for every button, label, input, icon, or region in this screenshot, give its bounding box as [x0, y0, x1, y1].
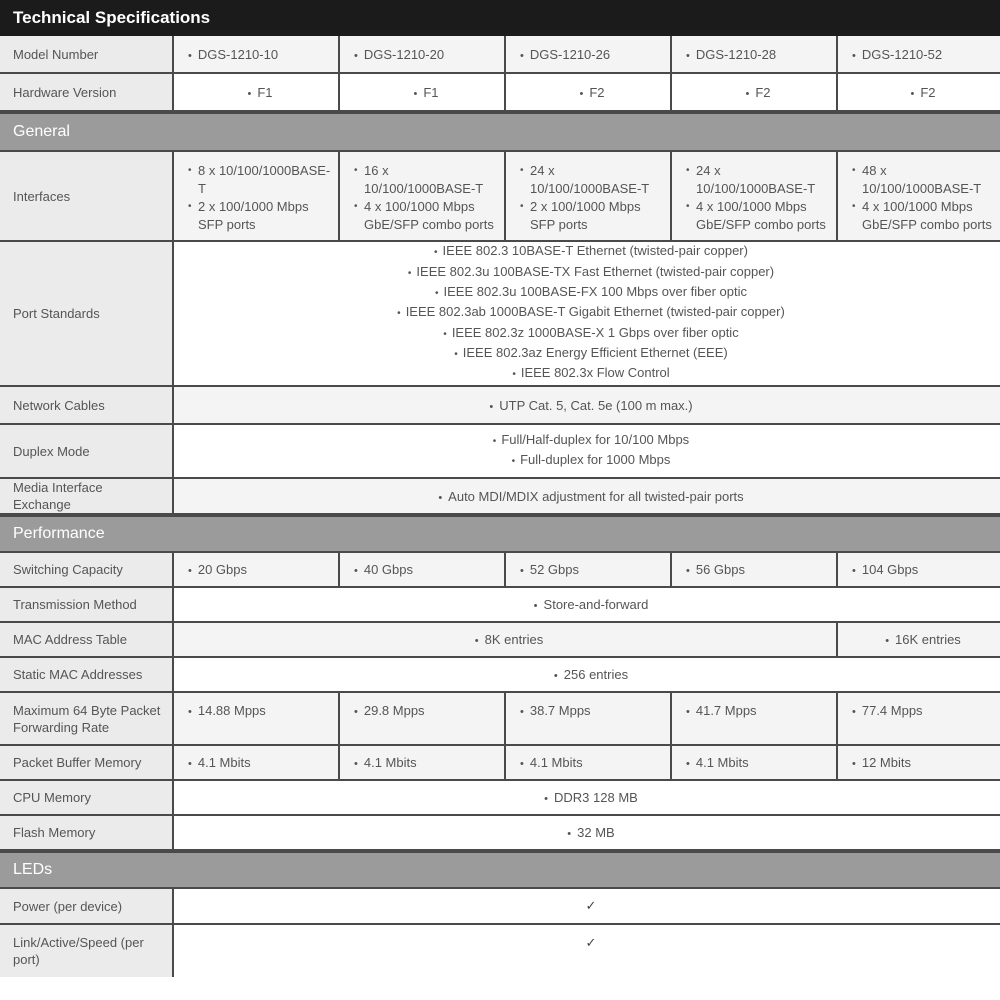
- label-mac-address-table: MAC Address Table: [0, 623, 174, 656]
- label-hardware-version: Hardware Version: [0, 74, 174, 110]
- port-standard-item: • IEEE 802.3 10BASE-T Ethernet (twisted-pair copper): [397, 242, 785, 262]
- section-performance: Performance: [0, 515, 1000, 553]
- port-standard-item: • IEEE 802.3ab 1000BASE-T Gigabit Ethernet (twisted-pair copper): [397, 303, 785, 323]
- interfaces-list: • 48 x 10/100/1000BASE-T • 4 x 100/1000 Mbps GbE/SFP combo ports: [852, 162, 994, 234]
- network-cables-value: • UTP Cat. 5, Cat. 5e (100 m max.): [489, 398, 692, 413]
- packet-buffer-cell: • 12 Mbits: [852, 755, 911, 770]
- duplex-mode-item: • Full/Half-duplex for 10/100 Mbps: [493, 431, 689, 451]
- label-power: Power (per device): [0, 889, 174, 923]
- label-media-interface-exchange: Media Interface Exchange: [0, 479, 174, 513]
- transmission-method-value: • Store-and-forward: [534, 597, 649, 612]
- row-port-standards: [0, 242, 1000, 387]
- mac-address-table-value: • 8K entries: [475, 632, 543, 647]
- forwarding-rate-cell: • 77.4 Mpps: [852, 703, 923, 718]
- section-general: General: [0, 112, 1000, 152]
- switching-capacity-cell: • 52 Gbps: [520, 562, 579, 577]
- label-packet-buffer-memory: Packet Buffer Memory: [0, 746, 174, 779]
- port-standards-list: [397, 242, 785, 384]
- hardware-version-cell: • F2: [579, 85, 604, 100]
- label-transmission-method: Transmission Method: [0, 588, 174, 621]
- packet-buffer-cell: • 4.1 Mbits: [354, 755, 417, 770]
- row-packet-buffer-memory: [0, 746, 1000, 781]
- model-cell: • DGS-1210-52: [852, 47, 942, 62]
- interfaces-list: • 8 x 10/100/1000BASE-T • 2 x 100/1000 Mbps SFP ports: [188, 162, 332, 234]
- model-cell: • DGS-1210-20: [354, 47, 444, 62]
- interfaces-list: • 24 x 10/100/1000BASE-T • 2 x 100/1000 Mbps SFP ports: [520, 162, 664, 234]
- row-flash-memory: [0, 816, 1000, 851]
- row-power: [0, 889, 1000, 925]
- row-mac-address-table: [0, 623, 1000, 658]
- interfaces-list: • 16 x 10/100/1000BASE-T • 4 x 100/1000 Mbps GbE/SFP combo ports: [354, 162, 498, 234]
- model-cell: • DGS-1210-10: [188, 47, 278, 62]
- label-duplex-mode: Duplex Mode: [0, 425, 174, 477]
- row-duplex-mode: [0, 425, 1000, 479]
- forwarding-rate-cell: • 29.8 Mpps: [354, 703, 425, 718]
- port-standard-item: • IEEE 802.3az Energy Efficient Ethernet (EEE): [397, 344, 785, 364]
- forwarding-rate-cell: • 38.7 Mpps: [520, 703, 591, 718]
- section-leds: LEDs: [0, 851, 1000, 889]
- model-cell: • DGS-1210-28: [686, 47, 776, 62]
- port-standard-item: • IEEE 802.3u 100BASE-TX Fast Ethernet (twisted-pair copper): [397, 263, 785, 283]
- media-interface-exchange-value: • Auto MDI/MDIX adjustment for all twisted-pair ports: [438, 489, 743, 504]
- port-standard-item: • IEEE 802.3z 1000BASE-X 1 Gbps over fiber optic: [397, 324, 785, 344]
- row-max-forwarding-rate: [0, 693, 1000, 746]
- port-standard-item: • IEEE 802.3u 100BASE-FX 100 Mbps over fiber optic: [397, 283, 785, 303]
- forwarding-rate-cell: • 14.88 Mpps: [188, 703, 266, 718]
- port-standard-item: • IEEE 802.3x Flow Control: [397, 364, 785, 384]
- packet-buffer-cell: • 4.1 Mbits: [188, 755, 251, 770]
- forwarding-rate-cell: • 41.7 Mpps: [686, 703, 757, 718]
- row-interfaces: [0, 152, 1000, 242]
- hardware-version-cell: • F2: [745, 85, 770, 100]
- label-interfaces: Interfaces: [0, 152, 174, 240]
- label-cpu-memory: CPU Memory: [0, 781, 174, 814]
- row-switching-capacity: [0, 553, 1000, 588]
- cpu-memory-value: • DDR3 128 MB: [544, 790, 638, 805]
- hardware-version-cell: • F1: [413, 85, 438, 100]
- interfaces-list: • 24 x 10/100/1000BASE-T • 4 x 100/1000 Mbps GbE/SFP combo ports: [686, 162, 830, 234]
- switching-capacity-cell: • 56 Gbps: [686, 562, 745, 577]
- switching-capacity-cell: • 104 Gbps: [852, 562, 918, 577]
- row-media-interface-exchange: [0, 479, 1000, 515]
- label-model-number: Model Number: [0, 36, 174, 72]
- row-link-active-speed: [0, 925, 1000, 977]
- row-transmission-method: [0, 588, 1000, 623]
- row-static-mac-addresses: [0, 658, 1000, 693]
- mac-address-table-value: • 16K entries: [885, 632, 961, 647]
- switching-capacity-cell: • 20 Gbps: [188, 562, 247, 577]
- duplex-mode-list: [493, 431, 689, 472]
- row-hardware-version: [0, 74, 1000, 112]
- duplex-mode-item: • Full-duplex for 1000 Mbps: [493, 451, 689, 471]
- label-port-standards: Port Standards: [0, 242, 174, 385]
- packet-buffer-cell: • 4.1 Mbits: [686, 755, 749, 770]
- flash-memory-value: • 32 MB: [567, 825, 614, 840]
- label-network-cables: Network Cables: [0, 387, 174, 423]
- packet-buffer-cell: • 4.1 Mbits: [520, 755, 583, 770]
- checkmark-icon: ✓: [585, 898, 597, 913]
- row-cpu-memory: [0, 781, 1000, 816]
- page-title: Technical Specifications: [0, 0, 1000, 36]
- hardware-version-cell: • F1: [247, 85, 272, 100]
- label-static-mac-addresses: Static MAC Addresses: [0, 658, 174, 691]
- label-max-forwarding-rate: Maximum 64 Byte Packet Forwarding Rate: [0, 693, 174, 744]
- model-cell: • DGS-1210-26: [520, 47, 610, 62]
- row-network-cables: [0, 387, 1000, 425]
- label-flash-memory: Flash Memory: [0, 816, 174, 849]
- row-model-number: [0, 36, 1000, 74]
- label-switching-capacity: Switching Capacity: [0, 553, 174, 586]
- switching-capacity-cell: • 40 Gbps: [354, 562, 413, 577]
- hardware-version-cell: • F2: [910, 85, 935, 100]
- static-mac-addresses-value: • 256 entries: [554, 667, 628, 682]
- checkmark-icon: ✓: [585, 935, 597, 950]
- label-link-active-speed: Link/Active/Speed (per port): [0, 925, 174, 977]
